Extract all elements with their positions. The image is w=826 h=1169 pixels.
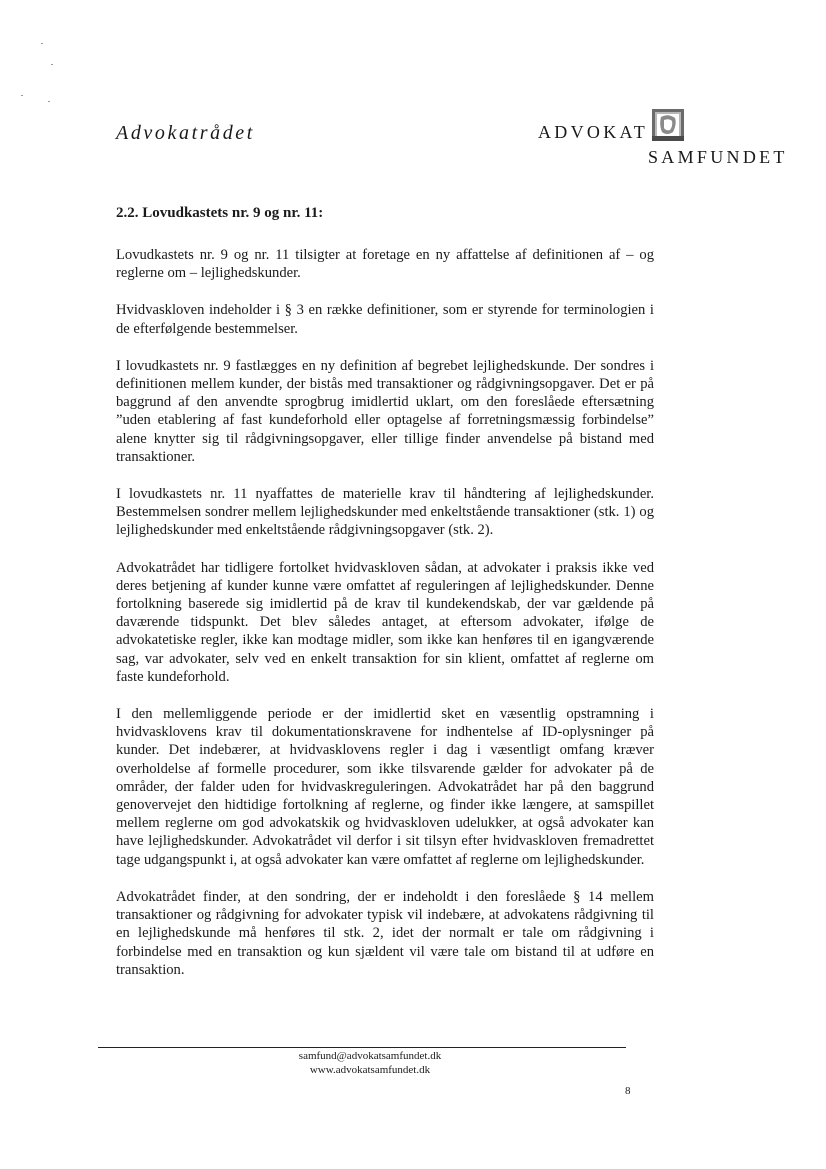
advokatradet-header: Advokatrådet	[116, 122, 255, 144]
footer-divider	[98, 1047, 626, 1048]
logo-text-advokat: ADVOKAT	[538, 122, 649, 142]
paragraph: I den mellemliggende periode er der imidlertid sket en væsentlig opstramning i hvidvasklovens krav til dokumentationskravene for indhentelse af ID-oplysninger på kunder. Det indebærer, at hvidvasklovens regler i dag i væsentligt omfang kræver overholdelse af formelle procedurer, som ikke tilsvarende gælder for advokater på de områder, der falder uden for hvidvaskreguleringen. Advokatrådet har på den baggrund genovervejet den hidtidige fortolkning af reglerne, og finder ikke længere, at samspillet mellem reglerne om god advokatskik og hvidvaskloven udelukker, at også advokater kan have lejlighedskunder. Advokatrådet vil derfor i sit tilsyn efter hvidvaskloven fremadrettet tage udgangspunkt i, at også advokater kan være omfattet af reglerne om lejlighedskunder.	[116, 706, 654, 868]
logo-text-samfundet: SAMFUNDET	[648, 147, 788, 167]
body-text	[116, 246, 654, 998]
paragraph: I lovudkastets nr. 11 nyaffattes de materielle krav til håndtering af lejlighedskunder. Bestemmelsen sondrer mellem lejlighedskunder med enkeltstående transaktioner (stk. 1) og lejlighedskunder med enkeltstående rådgivningsopgaver (stk. 2).	[116, 486, 654, 539]
paragraph: Advokatrådet finder, at den sondring, der er indeholdt i den foreslåede § 14 mellem transaktioner og rådgivning for advokater typisk vil indebære, at advokatens rådgivning til en lejlighedskunde må henføres til stk. 2, idet der normalt er tale om rådgivning i forbindelse med en transaktion og kun sjældent vil være tale om bistand til at udføre en transaktion.	[116, 888, 654, 978]
paragraph: Lovudkastets nr. 9 og nr. 11 tilsigter at foretage en ny affattelse af definitionen af – og reglerne om – lejlighedskunder.	[116, 247, 654, 282]
page-number: 8	[625, 1085, 631, 1097]
paragraph: Advokatrådet har tidligere fortolket hvidvaskloven sådan, at advokater i praksis ikke ved deres betjening af kunder kunne være omfattet af reguleringen af lejlighedskunder. Denne fortolkning baserede sig imidlertid på de krav til kundekendskab, der var gældende på daværende tidspunkt. Det blev således antaget, at eftersom advokater, ifølge de advokatetiske regler, ikke kan modtage midler, som ikke kan henføres til en igangværende sag, var advokater, selv ved en enkelt transaktion for sin klient, omfattet af reglerne om faste kundeforhold.	[116, 559, 654, 685]
scan-speck	[48, 101, 50, 102]
scan-speck	[41, 43, 43, 44]
scan-speck	[21, 95, 23, 96]
section-heading: 2.2. Lovudkastets nr. 9 og nr. 11:	[116, 205, 324, 221]
scan-speck	[51, 64, 53, 65]
paragraph: I lovudkastets nr. 9 fastlægges en ny definition af begrebet lejlighedskunde. Der sondres i definitionen mellem kunder, der bistås med transaktioner og rådgivningsopgaver. Det er på baggrund af den anvendte sprogbrug imidlertid uklart, om den foreslåede eftersætning ”uden etablering af fast kundeforhold eller optagelse af forretningsmæssig forbindelse” alene knytter sig til rådgivningsopgaver, eller tillige finder anvendelse på bistand med transaktioner.	[116, 357, 654, 465]
advokatsamfundet-logo	[538, 108, 788, 168]
footer-email: samfund@advokatsamfundet.dk	[298, 1050, 442, 1062]
paragraph: Hvidvaskloven indeholder i § 3 en række definitioner, som er styrende for terminologien i de efterfølgende bestemmelser.	[116, 302, 654, 337]
logo-emblem-icon	[651, 108, 685, 142]
footer-website: www.advokatsamfundet.dk	[309, 1064, 431, 1076]
